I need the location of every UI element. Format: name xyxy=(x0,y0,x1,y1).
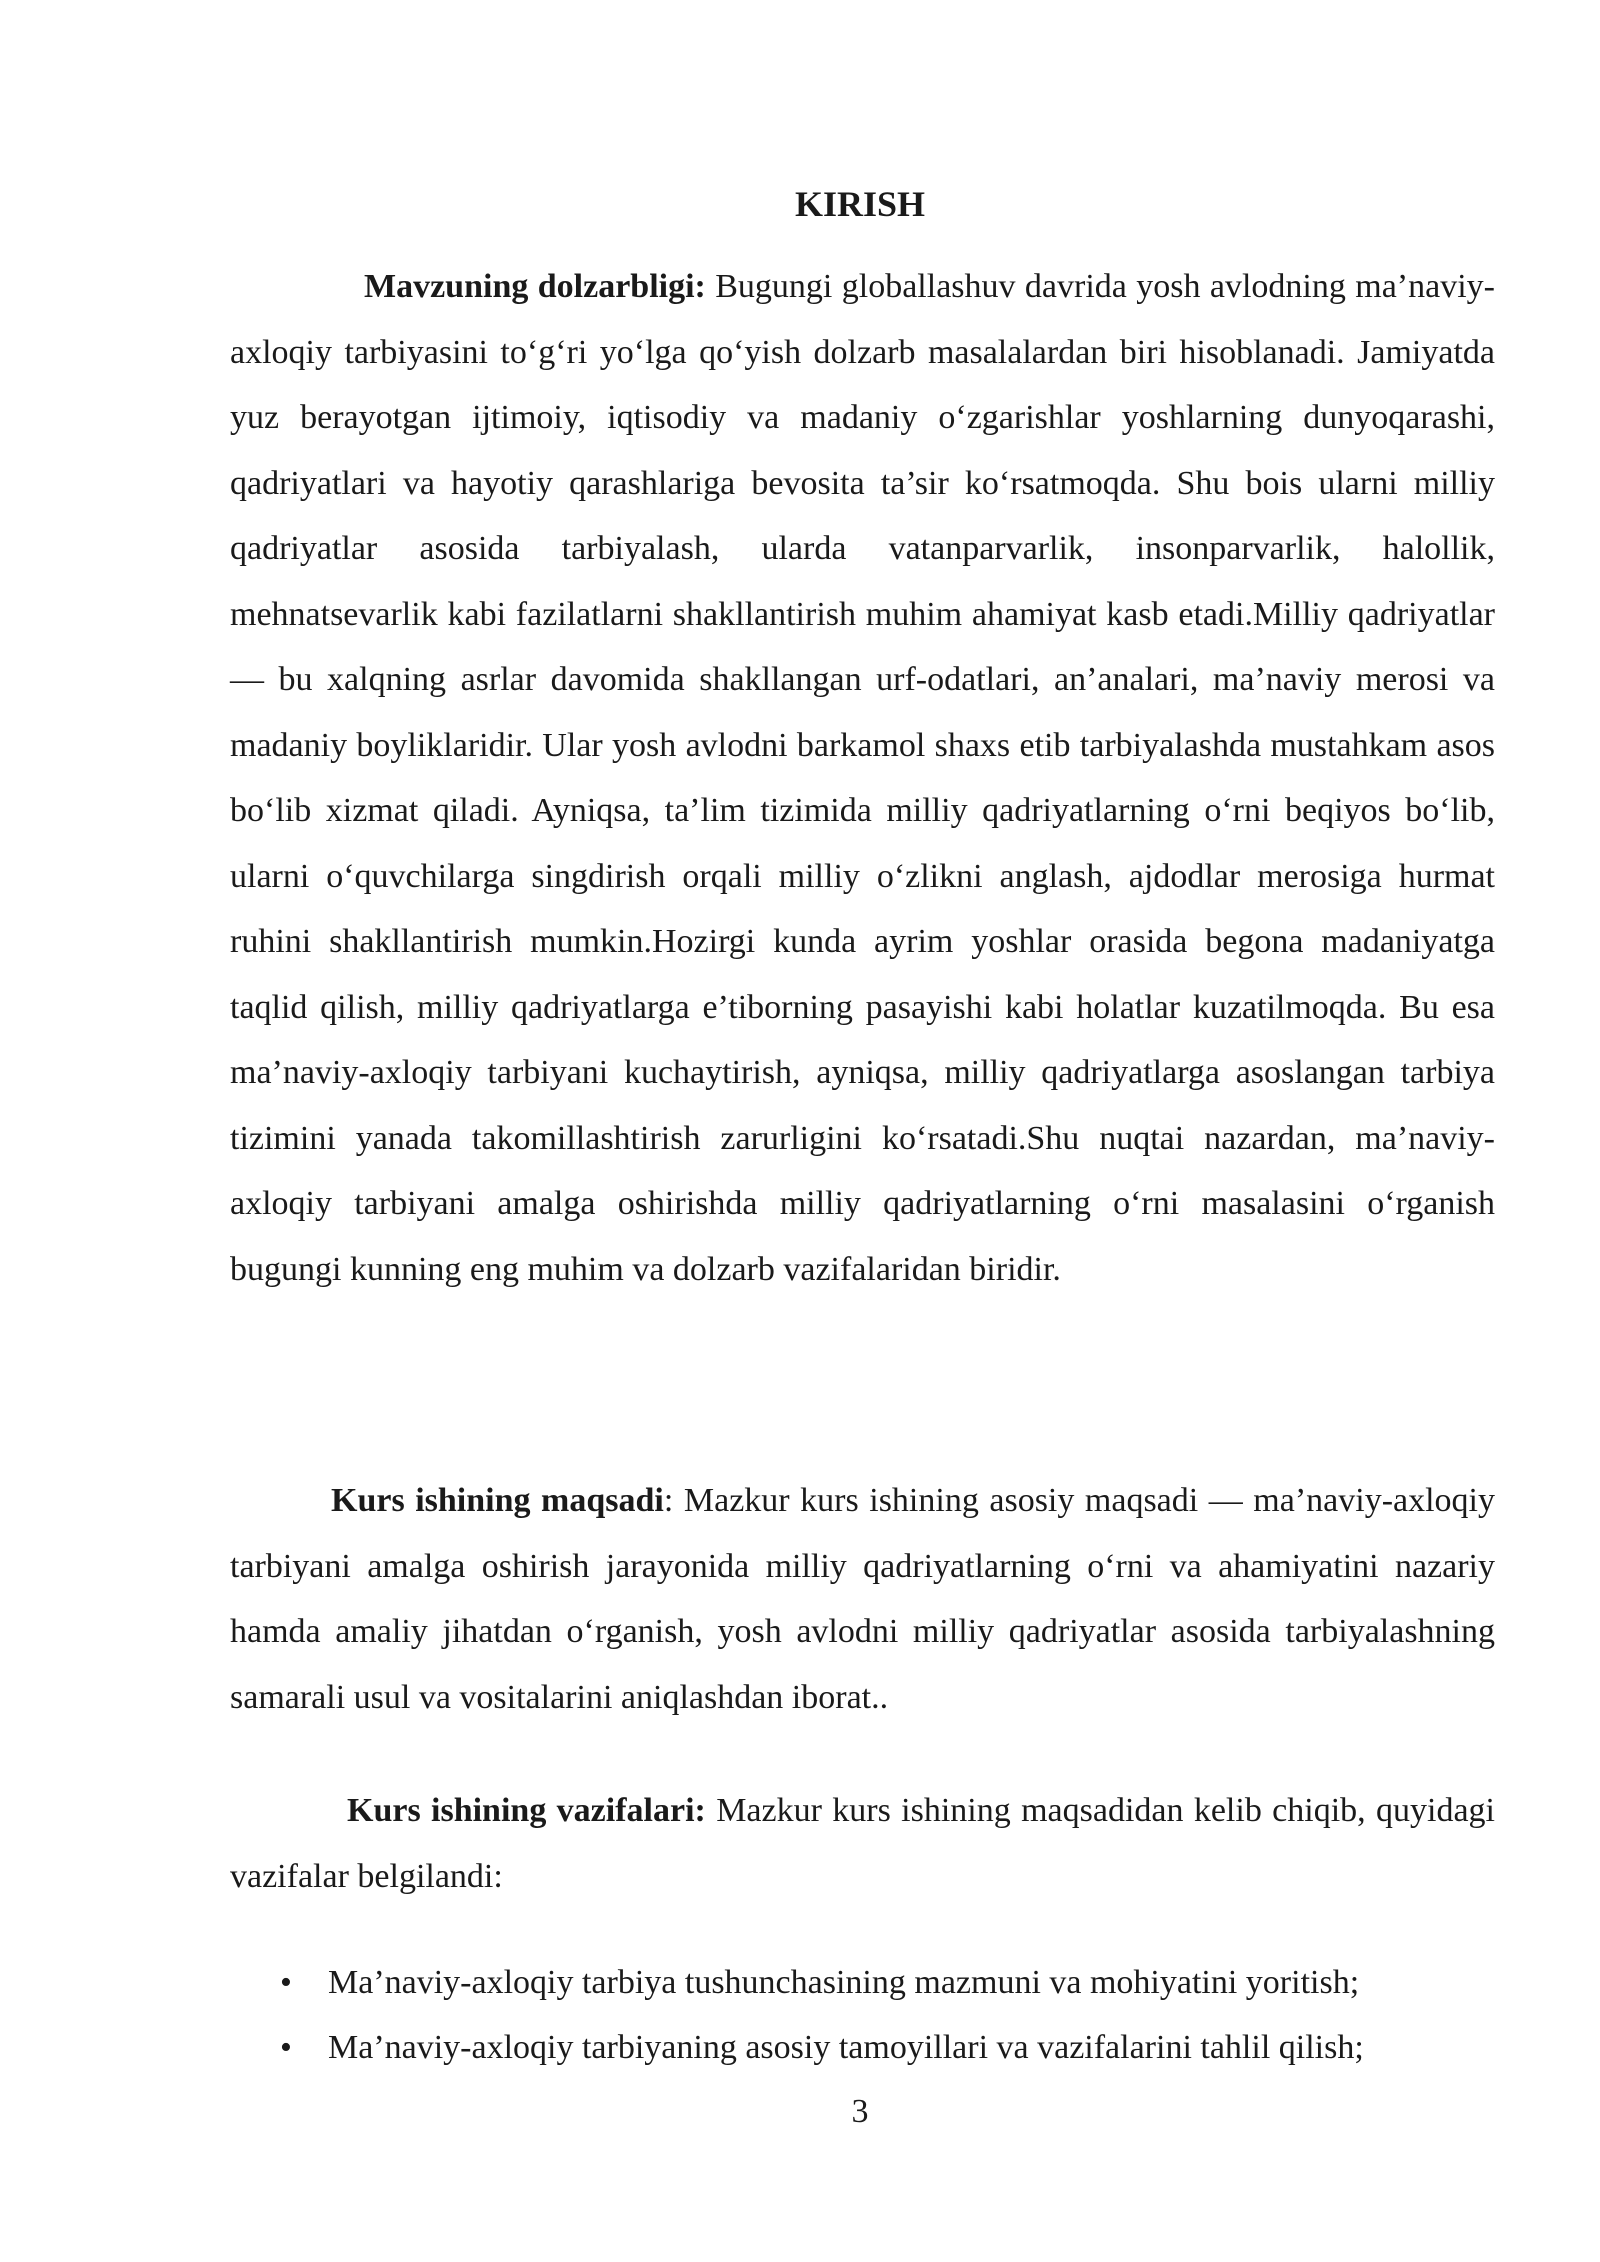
list-item-text: Ma’naviy-axloqiy tarbiya tushunchasining mazmuni va mohiyatini yoritish; xyxy=(328,1964,1360,2001)
bullet-icon: • xyxy=(280,1964,292,2001)
goal-text: Mazkur kurs ishining asosiy maqsadi — ma’naviy-axloqiy tarbiyani amalga oshirish jarayonida milliy qadriyatlarning o‘rni va ahamiyatini nazariy hamda amaliy jihatdan o‘rganish, yosh avlodni milliy qadriyatlar asosida tarbiyalashning samarali usul va vositalarini aniqlashdan iborat.. xyxy=(230,1482,1496,1716)
list-item xyxy=(230,2015,1495,2080)
tasks-heading: Kurs ishining vazifalari: xyxy=(347,1792,706,1829)
tasks-text: Mazkur kurs ishining maqsadidan kelib chiqib, quyidagi vazifalar belgilandi: xyxy=(230,1792,1495,1895)
bullet-icon: • xyxy=(280,2029,292,2066)
tasks-list xyxy=(230,1950,1495,2080)
list-item-text: Ma’naviy-axloqiy tarbiyaning asosiy tamoyillari va vazifalarini tahlil qilish; xyxy=(328,2029,1364,2066)
list-item xyxy=(230,1950,1495,2015)
goal-heading-colon: : xyxy=(663,1482,674,1519)
relevance-text: Bugungi globallashuv davrida yosh avlodning ma’naviy-axloqiy tarbiyasini to‘g‘ri yo‘lga qo‘yish dolzarb masalalardan biri hisoblanadi. Jamiyatda yuz berayotgan ijtimoiy, iqtisodiy va madaniy o‘zgarishlar yoshlarning dunyoqarashi, qadriyatlari va hayotiy qarashlariga bevosita ta’sir ko‘rsatmoqda. Shu bois ularni milliy qadriyatlar asosida tarbiyalash, ularda vatanparvarlik, insonparvarlik, halollik, mehnatsevarlik kabi fazilatlarni shakllantirish muhim ahamiyat kasb etadi.Milliy qadriyatlar — bu xalqning asrlar davomida shakllangan urf-odatlari, an’analari, ma’naviy merosi va madaniy boyliklaridir. Ular yosh avlodni barkamol shaxs etib tarbiyalashda mustahkam asos bo‘lib xizmat qiladi. Ayniqsa, ta’lim tizimida milliy qadriyatlarning o‘rni beqiyos bo‘lib, ularni o‘quvchilarga singdirish orqali milliy o‘zlikni anglash, ajdodlar merosiga hurmat ruhini shakllantirish mumkin.Hozirgi kunda ayrim yoshlar orasida begona madaniyatga taqlid qilish, milliy qadriyatlarga e’tiborning pasayishi kabi holatlar kuzatilmoqda. Bu esa ma’naviy-axloqiy tarbiyani kuchaytirish, ayniqsa, milliy qadriyatlarga asoslangan tarbiya tizimini yanada takomillashtirish zarurligini ko‘rsatadi.Shu nuqtai nazardan, ma’naviy-axloqiy tarbiyani amalga oshirishda milliy qadriyatlarning o‘rni masalasini o‘rganish bugungi kunning eng muhim va dolzarb vazifalaridan biridir. xyxy=(230,268,1495,1288)
relevance-heading: Mavzuning dolzarbligi: xyxy=(364,268,706,305)
paragraph-tasks xyxy=(230,1778,1495,1909)
page-number: 3 xyxy=(851,2093,869,2130)
goal-heading: Kurs ishining maqsadi xyxy=(331,1482,664,1519)
paragraph-goal xyxy=(230,1468,1495,1730)
paragraph-relevance xyxy=(230,254,1495,1302)
page-title: KIRISH xyxy=(794,184,926,224)
